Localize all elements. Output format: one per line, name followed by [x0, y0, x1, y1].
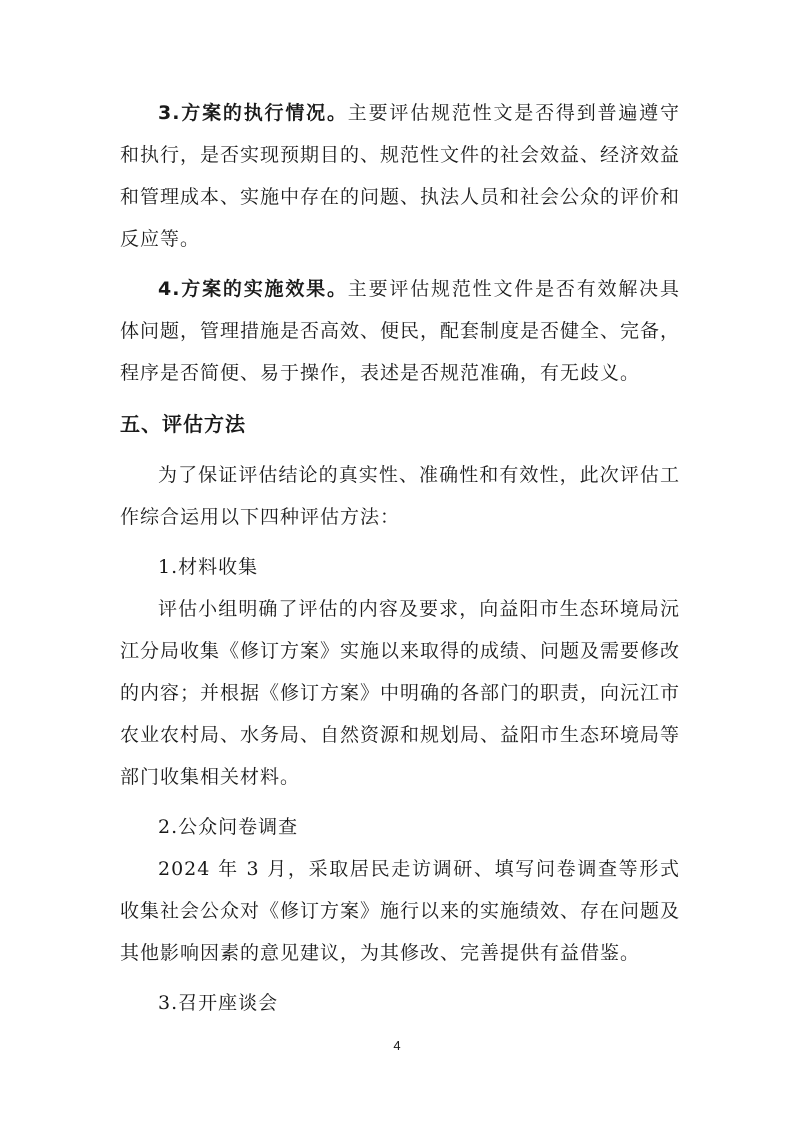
paragraph-label: 3.方案的执行情况。 [158, 102, 348, 124]
method-title-2: 2.公众问卷调查 [158, 816, 299, 838]
paragraph-execution [120, 92, 680, 260]
method-text-1: 评估小组明确了评估的内容及要求，向益阳市生态环境局沅江分局收集《修订方案》实施以来取得的成绩、问题及需要修改的内容；并根据《修订方案》中明确的各部门的职责，向沅江市农业农村局、水务局、自然资源和规划局、益阳市生态环境局等部门收集相关材料。 [120, 598, 681, 788]
paragraph-label: 4.方案的实施效果。 [158, 278, 348, 300]
method-title-3: 3.召开座谈会 [158, 992, 279, 1014]
page-number: 4 [393, 1038, 401, 1053]
paragraph-text: 主要评估规范性文件是否有效解决具体问题，管理措施是否高效、便民，配套制度是否健全、完备，程序是否简便、易于操作，表述是否规范准确，有无歧义。 [120, 278, 681, 384]
paragraph-effect [120, 268, 680, 394]
document-body [120, 92, 680, 1024]
paragraph-intro: 为了保证评估结论的真实性、准确性和有效性，此次评估工作综合运用以下四种评估方法： [120, 464, 680, 528]
method-title-1: 1.材料收集 [158, 556, 259, 578]
paragraph-text: 主要评估规范性文是否得到普遍遵守和执行，是否实现预期目的、规范性文件的社会效益、经济效益和管理成本、实施中存在的问题、执法人员和社会公众的评价和反应等。 [120, 102, 681, 250]
section-heading: 五、评估方法 [120, 412, 246, 436]
method-text-2: 2024 年 3 月，采取居民走访调研、填写问卷调查等形式收集社会公众对《修订方案》施行以来的实施绩效、存在问题及其他影响因素的意见建议，为其修改、完善提供有益借鉴。 [120, 858, 681, 964]
